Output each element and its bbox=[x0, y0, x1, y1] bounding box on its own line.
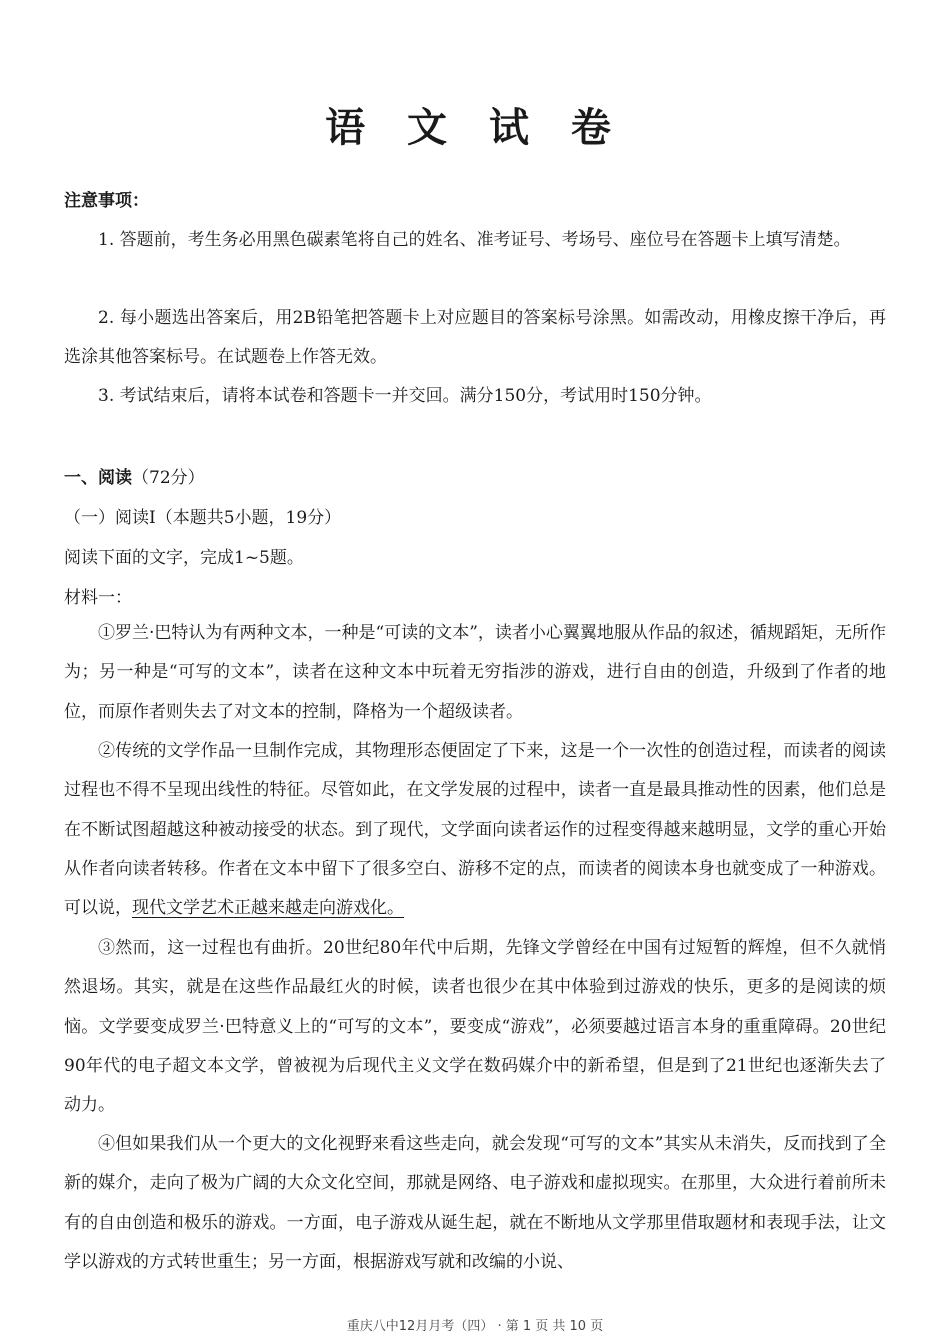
passage-paragraph-2 bbox=[64, 732, 886, 928]
section-heading-score: （72分） bbox=[132, 468, 205, 488]
section-heading bbox=[64, 460, 886, 496]
page-footer: 重庆八中12月月考（四） · 第 1 页 共 10 页 bbox=[346, 1319, 604, 1334]
underlined-sentence: 现代文学艺术正越来越走向游戏化。 bbox=[132, 898, 404, 919]
subsection-heading: （一）阅读Ⅰ（本题共5小题，19分） bbox=[64, 508, 342, 528]
notice-item-3: 3. 考试结束后，请将本试卷和答题卡一并交回。满分150分，考试用时150分钟。 bbox=[98, 386, 712, 406]
passage-paragraph-1: ①罗兰·巴特认为有两种文本，一种是“可读的文本”，读者小心翼翼地服从作品的叙述，循规蹈矩，无所作为；另一种是“可写的文本”，读者在这种文本中玩着无穷指涉的游戏，进行自由的创造，升级到了作者的地位，而原作者则失去了对文本的控制，降格为一个超级读者。 bbox=[64, 623, 886, 722]
reading-instruction: 阅读下面的文字，完成1~5题。 bbox=[64, 548, 304, 568]
passage-paragraph-4: ④但如果我们从一个更大的文化视野来看这些走向，就会发现“可写的文本”其实从未消失，反而找到了全新的媒介，走向了极为广阔的大众文化空间，那就是网络、电子游戏和虚拟现实。在那里，大众进行着前所未有的自由创造和极乐的游戏。一方面，电子游戏从诞生起，就在不断地从文学那里借取题材和表现手法，让文学以游戏的方式转世重生；另一方面，根据游戏写就和改编的小说、 bbox=[64, 1134, 886, 1272]
notice-item-1: 1. 答题前，考生务必用黑色碳素笔将自己的姓名、准考证号、考场号、座位号在答题卡上填写清楚。 bbox=[98, 230, 851, 250]
notice-heading: 注意事项： bbox=[64, 191, 149, 211]
passage-paragraph-3: ③然而，这一过程也有曲折。20世纪80年代中后期，先锋文学曾经在中国有过短暂的辉煌，但不久就悄然退场。其实，就是在这些作品最红火的时候，读者也很少在其中体验到过游戏的快乐，更多的是阅读的烦恼。文学要变成罗兰·巴特意义上的“可写的文本”，要变成“游戏”，必须要越过语言本身的重重障碍。20世纪90年代的电子超文本文学，曾被视为后现代主义文学在数码媒介中的新希望，但是到了21世纪也逐渐失去了动力。 bbox=[64, 938, 886, 1116]
section-heading-title: 一、阅读 bbox=[64, 468, 132, 488]
page-title: 语 文 试 卷 bbox=[325, 104, 625, 151]
notice-item-2: 2. 每小题选出答案后，用2B铅笔把答题卡上对应题目的答案标号涂黑。如需改动，用橡皮擦干净后，再选涂其他答案标号。在试题卷上作答无效。 bbox=[64, 308, 886, 368]
passage-paragraph-2-text: ②传统的文学作品一旦制作完成，其物理形态便固定了下来，这是一个一次性的创造过程，而读者的阅读过程也不得不呈现出线性的特征。尽管如此，在文学发展的过程中，读者一直是最具推动性的因素，他们总是在不断试图超越这种被动接受的状态。到了现代，文学面向读者运作的过程变得越来越明显，文学的重心开始从作者向读者转移。作者在文本中留下了很多空白、游移不定的点，而读者的阅读本身也就变成了一种游戏。可以说， bbox=[64, 741, 886, 919]
material-label: 材料一： bbox=[64, 588, 132, 608]
